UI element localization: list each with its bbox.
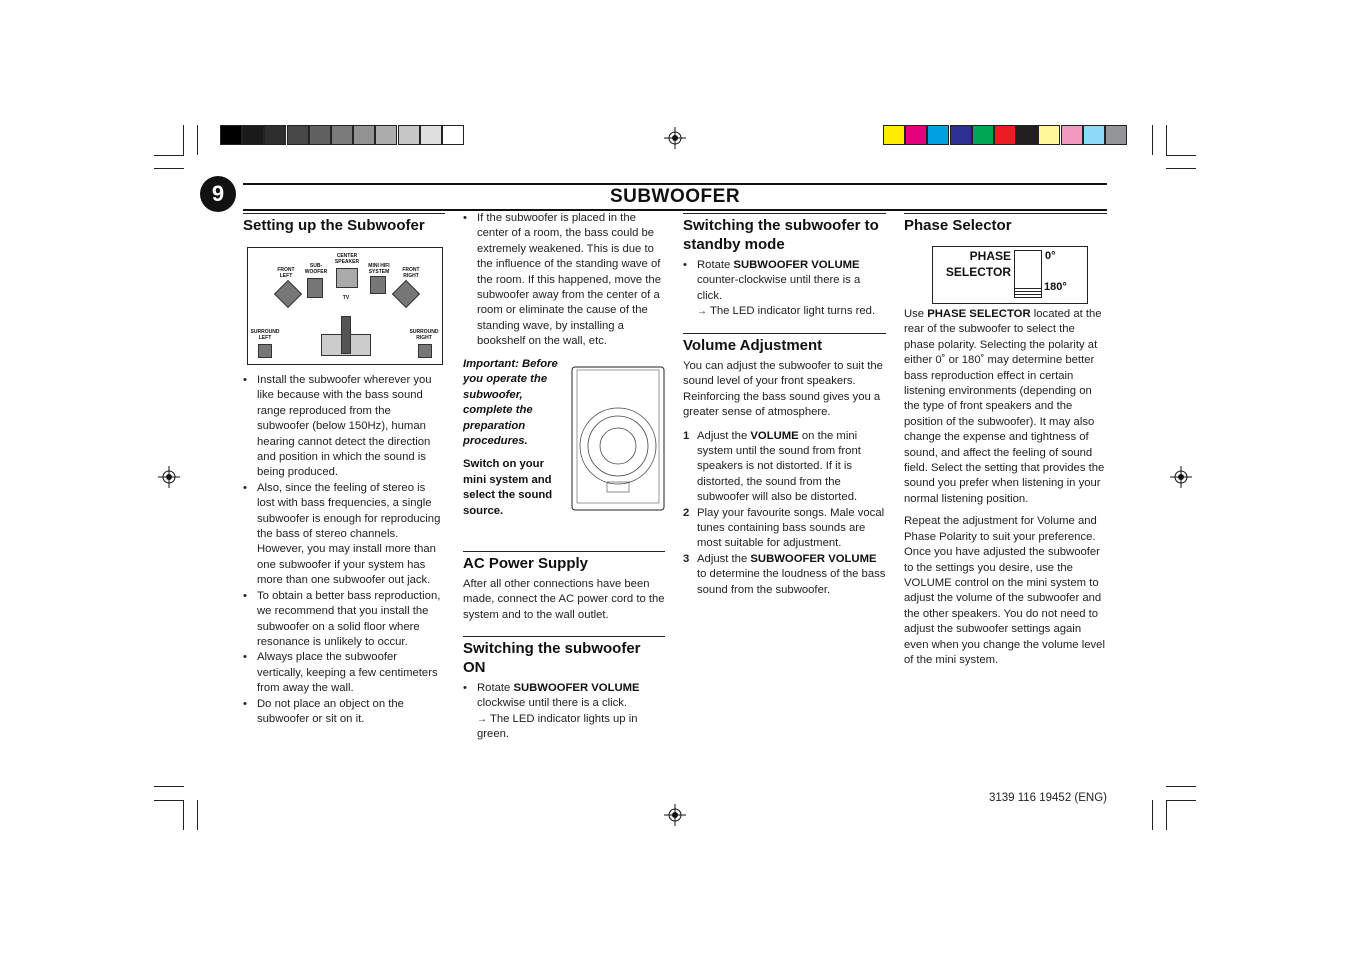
color-swatch: [1105, 125, 1127, 145]
column-placement: [463, 211, 665, 350]
label-tv: TV: [342, 295, 350, 301]
color-swatch: [883, 125, 905, 145]
color-swatch: [242, 125, 264, 145]
setup-heading: Setting up the Subwoofer: [243, 213, 445, 235]
speaker-placement-diagram: [247, 247, 443, 365]
setup-bullets: [243, 373, 445, 727]
standby-heading: Switching the subwoofer to standby mode: [683, 213, 886, 254]
color-swatch: [220, 125, 242, 145]
color-swatch: [353, 125, 375, 145]
subwoofer-unit: [307, 278, 323, 298]
listener: [341, 316, 351, 354]
mini-hifi-unit: [370, 276, 386, 294]
phase-heading: Phase Selector: [904, 213, 1107, 235]
registration-mark-icon: [664, 804, 686, 826]
switch-on-result: → The LED indicator lights up in green.: [477, 712, 638, 741]
standby-step: • Rotate SUBWOOFER VOLUME counter-clockwise until there is a click.: [683, 258, 886, 304]
phase-text-block: [904, 307, 1108, 668]
front-right-speaker: [392, 280, 420, 308]
color-swatch: [927, 125, 949, 145]
registration-mark-icon: [664, 127, 686, 149]
color-swatch: [375, 125, 397, 145]
setup-bullet-2: • Also, since the feeling of stereo is lost with bass frequencies, a single subwoofer is enough for reproducing the bass of stereo channels. However, you may install more than one subwoofer if your system has more than one subwoofer out jack.: [243, 481, 445, 589]
color-swatch: [309, 125, 331, 145]
label-subwoofer: SUB-WOOFER: [304, 263, 328, 275]
page-title: SUBWOOFER: [609, 186, 741, 207]
arrow-right-icon: →: [477, 713, 487, 725]
subwoofer-illustration: [571, 366, 665, 511]
color-swatch: [905, 125, 927, 145]
switch-on-heading: Switching the subwoofer ON: [463, 636, 665, 677]
label-surround-right: SURROUND RIGHT: [409, 329, 439, 341]
volume-step-2: 2 Play your favourite songs. Male vocal tunes containing bass sounds are most suitable for adjustment.: [683, 506, 885, 550]
phase-text-2: Repeat the adjustment for Volume and Phase Polarity to suit your preference. Once you have adjusted the subwoofer to the settings you desire, use the VOLUME control on the mini system to adjust the volume of the subwoofer and the other speakers. You do not need to adjust the subwoofer settings again even when you change the volume level of the mini system.: [904, 515, 1105, 666]
registration-mark-icon: [1170, 466, 1192, 488]
label-front-right: FRONT RIGHT: [402, 267, 420, 279]
important-note: Important: Before you operate the subwoofer, complete the preparation procedures.: [463, 358, 558, 448]
important-block: [463, 357, 563, 519]
color-swatch: [442, 125, 464, 145]
volume-section: [683, 333, 886, 598]
phase-section: [904, 213, 1107, 239]
color-swatch: [420, 125, 442, 145]
setup-bullet-4: • Always place the subwoofer vertically, keeping a few centimeters from away the wall.: [243, 650, 445, 696]
registration-mark-icon: [158, 466, 180, 488]
arrow-right-icon: →: [697, 306, 707, 318]
ac-text: After all other connections have been made, connect the AC power cord to the system and to the wall outlet.: [463, 578, 665, 621]
volume-step-1: 1 Adjust the VOLUME on the mini system until the sound from front speakers is not distorted. If it is distorted, the sound from the subwoofer will also be distorted.: [683, 429, 861, 504]
volume-step-3: 3 Adjust the SUBWOOFER VOLUME to determine the loudness of the bass sound from the subwoofer.: [683, 552, 886, 596]
volume-text: You can adjust the subwoofer to suit the sound level of your front speakers. Reinforcing the bass sound gives you a greater sense of atmosphere.: [683, 360, 883, 419]
surround-right-speaker: [418, 344, 432, 358]
color-swatch: [950, 125, 972, 145]
phase-selector-label: PHASE SELECTOR: [945, 249, 1011, 279]
switch-on-section: [463, 636, 665, 743]
phase-text-1: Use PHASE SELECTOR located at the rear of the subwoofer to select the phase polarity. Selecting the polarity at either 0˚ or 180˚ may determine better bass reproduction effect in certain listening environments (depending on the type of front speakers and the position of the subwoofer). It may also change the expense and tightness of sound, and affect the feeling of sound field. Select the setting that provides the sound you prefer when listening in your normal listening position.: [904, 308, 1105, 505]
phase-180-label: 180°: [1044, 281, 1067, 293]
label-surround-left: SURROUND LEFT: [250, 329, 280, 341]
setup-bullet-5: • Do not place an object on the subwoofer or sit on it.: [243, 697, 445, 728]
color-swatch: [331, 125, 353, 145]
phase-0-label: 0°: [1045, 250, 1056, 262]
setup-bullet-1: • Install the subwoofer wherever you like because with the bass sound range reproduced from the subwoofer (below 150Hz), human hearing cannot detect the direction and position in which the sound is being produced.: [243, 373, 445, 481]
page-number: 9: [200, 176, 236, 212]
standby-section: [683, 213, 886, 320]
color-swatch: [264, 125, 286, 145]
column-setup: [243, 213, 445, 239]
switch-on-note: Switch on your mini system and select the sound source.: [463, 458, 553, 517]
phase-switch: [1014, 250, 1042, 298]
color-swatch: [1016, 125, 1038, 145]
label-center-speaker: CENTER SPEAKER: [334, 253, 360, 265]
color-swatch: [287, 125, 309, 145]
center-speaker: [336, 268, 358, 288]
color-swatch: [1061, 125, 1083, 145]
document-code: 3139 116 19452 (ENG): [988, 792, 1107, 804]
standby-result: → The LED indicator light turns red.: [697, 305, 876, 318]
switch-on-step: • Rotate SUBWOOFER VOLUME clockwise until there is a click.: [463, 681, 665, 712]
color-swatch: [994, 125, 1016, 145]
title-bar: [243, 183, 1107, 211]
ac-power-section: [463, 551, 665, 623]
phase-selector-illustration: [932, 246, 1088, 304]
placement-bullet: • If the subwoofer is placed in the center of a room, the bass could be extremely weakened. This is due to the influence of the standing wave of the room. If this happened, move the subwoofer away from the center of a room or eliminate the cause of the standing wave, by installing a bookshelf on the wall, etc.: [463, 211, 665, 350]
front-left-speaker: [274, 280, 302, 308]
volume-heading: Volume Adjustment: [683, 333, 886, 355]
color-swatch: [1083, 125, 1105, 145]
setup-bullet-3: • To obtain a better bass reproduction, we recommend that you install the subwoofer on a solid floor where resonance is unlikely to occur.: [243, 589, 445, 651]
surround-left-speaker: [258, 344, 272, 358]
ac-heading: AC Power Supply: [463, 551, 665, 573]
color-swatch: [1038, 125, 1060, 145]
label-front-left: FRONT LEFT: [277, 267, 295, 279]
color-swatch: [972, 125, 994, 145]
color-swatch: [398, 125, 420, 145]
label-mini-hifi: MINI HIFI SYSTEM: [368, 263, 390, 275]
